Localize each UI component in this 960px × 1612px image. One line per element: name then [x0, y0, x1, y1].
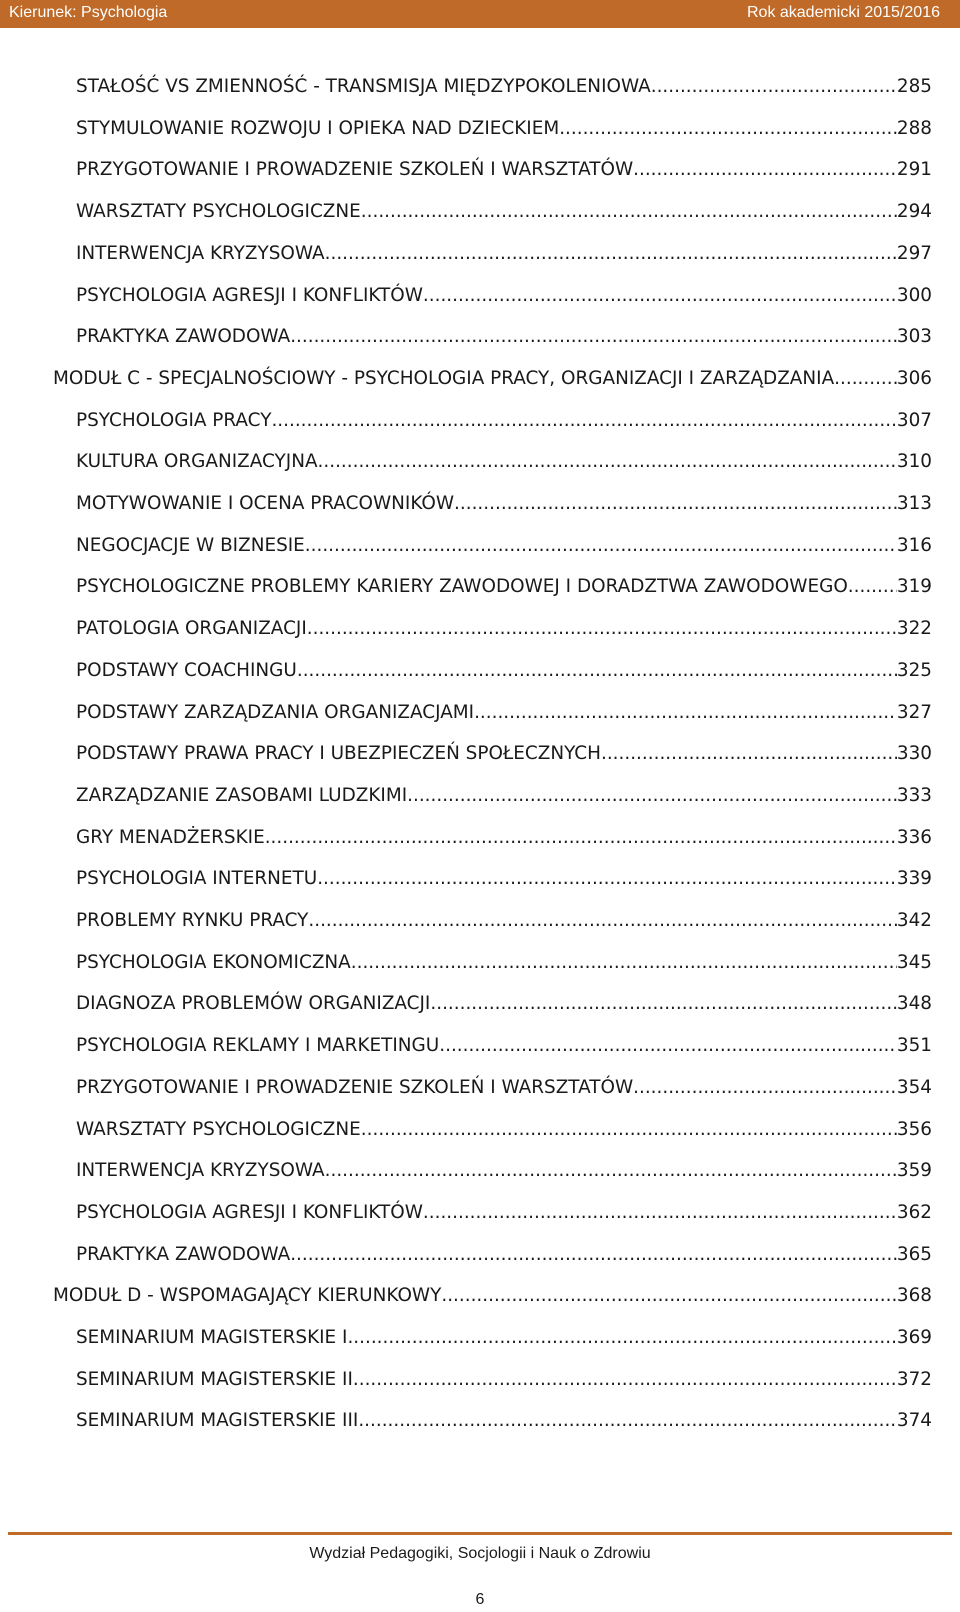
toc-entry-title: PRAKTYKA ZAWODOWA — [76, 326, 291, 348]
footer-faculty: Wydział Pedagogiki, Socjologii i Nauk o Zdrowiu — [309, 1545, 651, 1562]
toc-entry-title: PODSTAWY PRAWA PRACY I UBEZPIECZEŃ SPOŁECZNYCH — [76, 743, 601, 765]
toc-entry-page: 372 — [896, 1368, 932, 1390]
toc-entry[interactable] — [76, 150, 932, 182]
toc-entry[interactable] — [53, 359, 932, 391]
toc-entry-title: PSYCHOLOGIA AGRESJI I KONFLIKTÓW — [76, 284, 423, 306]
toc-entry-page: 297 — [896, 242, 932, 264]
toc-entry-page: 333 — [896, 784, 932, 806]
toc-entry-page: 356 — [896, 1118, 932, 1140]
toc-entry-page: 374 — [896, 1410, 932, 1432]
toc-entry-title: PATOLOGIA ORGANIZACJI — [76, 618, 307, 640]
toc-entry[interactable] — [76, 234, 932, 266]
toc-entry[interactable] — [76, 859, 932, 891]
page-header — [0, 0, 960, 28]
toc-entry-title: PSYCHOLOGIA INTERNETU — [76, 868, 318, 890]
toc-dot-leader — [290, 1243, 897, 1267]
toc-entry[interactable] — [76, 1110, 932, 1142]
toc-entry[interactable] — [76, 1401, 932, 1433]
toc-entry-page: 313 — [896, 493, 932, 514]
toc-entry-page: 291 — [896, 159, 932, 181]
toc-entry[interactable] — [76, 276, 932, 308]
toc-entry[interactable] — [76, 818, 932, 850]
toc-dot-leader — [454, 492, 897, 516]
toc-dot-leader — [601, 742, 897, 766]
toc-dot-leader — [353, 1368, 897, 1392]
toc-entry[interactable] — [76, 1026, 932, 1058]
toc-dot-leader — [633, 1076, 897, 1100]
toc-entry-page: 285 — [896, 76, 932, 97]
toc-entry[interactable] — [76, 1360, 932, 1392]
toc-entry-page: 351 — [896, 1035, 932, 1057]
toc-entry[interactable] — [76, 609, 932, 641]
toc-dot-leader — [325, 1159, 897, 1183]
toc-entry-page: 362 — [896, 1201, 932, 1223]
toc-entry-page: 310 — [896, 451, 932, 473]
toc-dot-leader — [361, 200, 897, 224]
toc-dot-leader — [290, 325, 897, 349]
toc-entry[interactable] — [76, 1235, 932, 1267]
toc-entry[interactable] — [76, 317, 932, 349]
toc-entry-title: SEMINARIUM MAGISTERSKIE II — [76, 1368, 353, 1390]
toc-dot-leader — [361, 1118, 897, 1142]
toc-dot-leader — [347, 1326, 896, 1350]
toc-entry-title: ZARZĄDZANIE ZASOBAMI LUDZKIMI — [76, 784, 408, 806]
toc-entry-page: 288 — [896, 117, 932, 139]
toc-entry-page: 325 — [896, 659, 932, 681]
toc-entry-title: PSYCHOLOGIA PRACY — [76, 409, 272, 431]
toc-entry[interactable] — [76, 943, 932, 975]
toc-entry-title: STAŁOŚĆ VS ZMIENNOŚĆ - TRANSMISJA MIĘDZYPOKOLENIOWA — [76, 76, 651, 97]
toc-dot-leader — [407, 784, 897, 808]
toc-dot-leader — [308, 909, 897, 933]
toc-dot-leader — [297, 659, 897, 683]
toc-dot-leader — [307, 617, 897, 641]
toc-entry-title: PSYCHOLOGIA REKLAMY I MARKETINGU — [76, 1035, 440, 1057]
toc-entry-title: PODSTAWY ZARZĄDZANIA ORGANIZACJAMI — [76, 701, 475, 723]
toc-entry-page: 327 — [896, 701, 932, 723]
toc-entry-title: NEGOCJACJE W BIZNESIE — [76, 534, 305, 556]
toc-dot-leader — [423, 284, 897, 308]
toc-entry[interactable] — [76, 484, 932, 516]
toc-dot-leader — [317, 867, 897, 891]
toc-dot-leader — [651, 75, 897, 99]
toc-entry-page: 300 — [896, 284, 932, 306]
toc-entry-title: MODUŁ C - SPECJALNOŚCIOWY - PSYCHOLOGIA PRACY, ORGANIZACJI I ZARZĄDZANIA — [53, 367, 835, 389]
toc-dot-leader — [351, 951, 897, 975]
toc-entry[interactable] — [76, 1193, 932, 1225]
toc-entry-page: 294 — [896, 201, 932, 223]
footer-divider — [8, 1532, 952, 1535]
toc-entry-page: 348 — [896, 993, 932, 1015]
toc-entry[interactable] — [53, 1276, 932, 1308]
toc-entry-title: PSYCHOLOGICZNE PROBLEMY KARIERY ZAWODOWEJ I DORADZTWA ZAWODOWEGO — [76, 576, 848, 598]
toc-entry-title: PROBLEMY RYNKU PRACY — [76, 910, 309, 931]
toc-entry-page: 368 — [896, 1285, 932, 1307]
toc-entry[interactable] — [76, 1318, 932, 1350]
toc-entry-page: 345 — [896, 951, 932, 973]
toc-entry-page: 365 — [896, 1243, 932, 1265]
header-academic-year: Rok akademicki 2015/2016 — [746, 4, 940, 21]
toc-entry[interactable] — [76, 67, 932, 99]
toc-dot-leader — [559, 117, 897, 141]
toc-entry-page: 303 — [896, 326, 932, 348]
toc-entry[interactable] — [76, 192, 932, 224]
toc-dot-leader — [474, 701, 897, 725]
toc-dot-leader — [305, 534, 897, 558]
toc-entry[interactable] — [76, 109, 932, 141]
toc-entry-title: MOTYWOWANIE I OCENA PRACOWNIKÓW — [76, 493, 455, 514]
toc-dot-leader — [834, 367, 897, 391]
toc-dot-leader — [430, 992, 897, 1016]
toc-entry-title: WARSZTATY PSYCHOLOGICZNE — [76, 201, 361, 223]
toc-entry[interactable] — [76, 1068, 932, 1100]
toc-entry-title: PSYCHOLOGIA EKONOMICZNA — [76, 951, 351, 973]
toc-entry-title: PRZYGOTOWANIE I PROWADZENIE SZKOLEŃ I WARSZTATÓW — [76, 159, 634, 181]
toc-dot-leader — [358, 1409, 897, 1433]
toc-entry-page: 342 — [896, 910, 932, 931]
toc-entry[interactable] — [76, 651, 932, 683]
toc-entry[interactable] — [76, 1151, 932, 1183]
toc-entry-title: PRZYGOTOWANIE I PROWADZENIE SZKOLEŃ I WARSZTATÓW — [76, 1076, 634, 1098]
toc-entry-title: INTERWENCJA KRYZYSOWA — [76, 1160, 325, 1182]
toc-dot-leader — [441, 1284, 897, 1308]
toc-entry[interactable] — [76, 776, 932, 808]
toc-entry-page: 307 — [896, 409, 932, 431]
toc-entry-title: SEMINARIUM MAGISTERSKIE III — [76, 1410, 359, 1432]
toc-entry-page: 354 — [896, 1076, 932, 1098]
toc-entry[interactable] — [76, 442, 932, 474]
toc-entry-page: 316 — [896, 534, 932, 556]
toc-entry-title: SEMINARIUM MAGISTERSKIE I — [76, 1327, 348, 1348]
toc-entry-page: 319 — [896, 576, 932, 598]
toc-entry[interactable] — [76, 401, 932, 433]
toc-entry-title: INTERWENCJA KRYZYSOWA — [76, 242, 325, 264]
toc-entry-title: PODSTAWY COACHINGU — [76, 659, 297, 681]
toc-entry-title: MODUŁ D - WSPOMAGAJĄCY KIERUNKOWY — [53, 1285, 442, 1307]
header-course: Kierunek: Psychologia — [9, 4, 168, 21]
toc-entry[interactable] — [76, 693, 932, 725]
toc-entry[interactable] — [76, 567, 932, 599]
toc-entry-page: 359 — [896, 1160, 932, 1182]
toc-dot-leader — [318, 450, 897, 474]
page-number: 6 — [475, 1591, 485, 1608]
toc-entry[interactable] — [76, 901, 932, 933]
toc-dot-leader — [423, 1201, 897, 1225]
toc-entry-title: STYMULOWANIE ROZWOJU I OPIEKA NAD DZIECKIEM — [76, 117, 560, 139]
toc-entry-title: PSYCHOLOGIA AGRESJI I KONFLIKTÓW — [76, 1201, 423, 1223]
toc-dot-leader — [633, 158, 897, 182]
toc-entry[interactable] — [76, 526, 932, 558]
toc-dot-leader — [265, 826, 897, 850]
toc-entry-title: KULTURA ORGANIZACYJNA — [76, 451, 318, 473]
toc-entry-title: DIAGNOZA PROBLEMÓW ORGANIZACJI — [76, 993, 431, 1015]
toc-entry[interactable] — [76, 734, 932, 766]
toc-entry-page: 322 — [896, 618, 932, 640]
toc-dot-leader — [848, 575, 897, 599]
toc-dot-leader — [439, 1034, 897, 1058]
toc-dot-leader — [325, 242, 897, 266]
toc-entry-title: PRAKTYKA ZAWODOWA — [76, 1243, 291, 1265]
toc-dot-leader — [271, 409, 896, 433]
toc-entry-page: 336 — [896, 826, 932, 848]
toc-entry-title: WARSZTATY PSYCHOLOGICZNE — [76, 1118, 361, 1140]
toc-entry-title: GRY MENADŻERSKIE — [76, 826, 265, 848]
toc-entry-page: 330 — [896, 743, 932, 765]
toc-entry-page: 369 — [896, 1327, 932, 1348]
toc-entry[interactable] — [76, 984, 932, 1016]
toc-entry-page: 306 — [896, 367, 932, 389]
toc-entry-page: 339 — [896, 868, 932, 890]
